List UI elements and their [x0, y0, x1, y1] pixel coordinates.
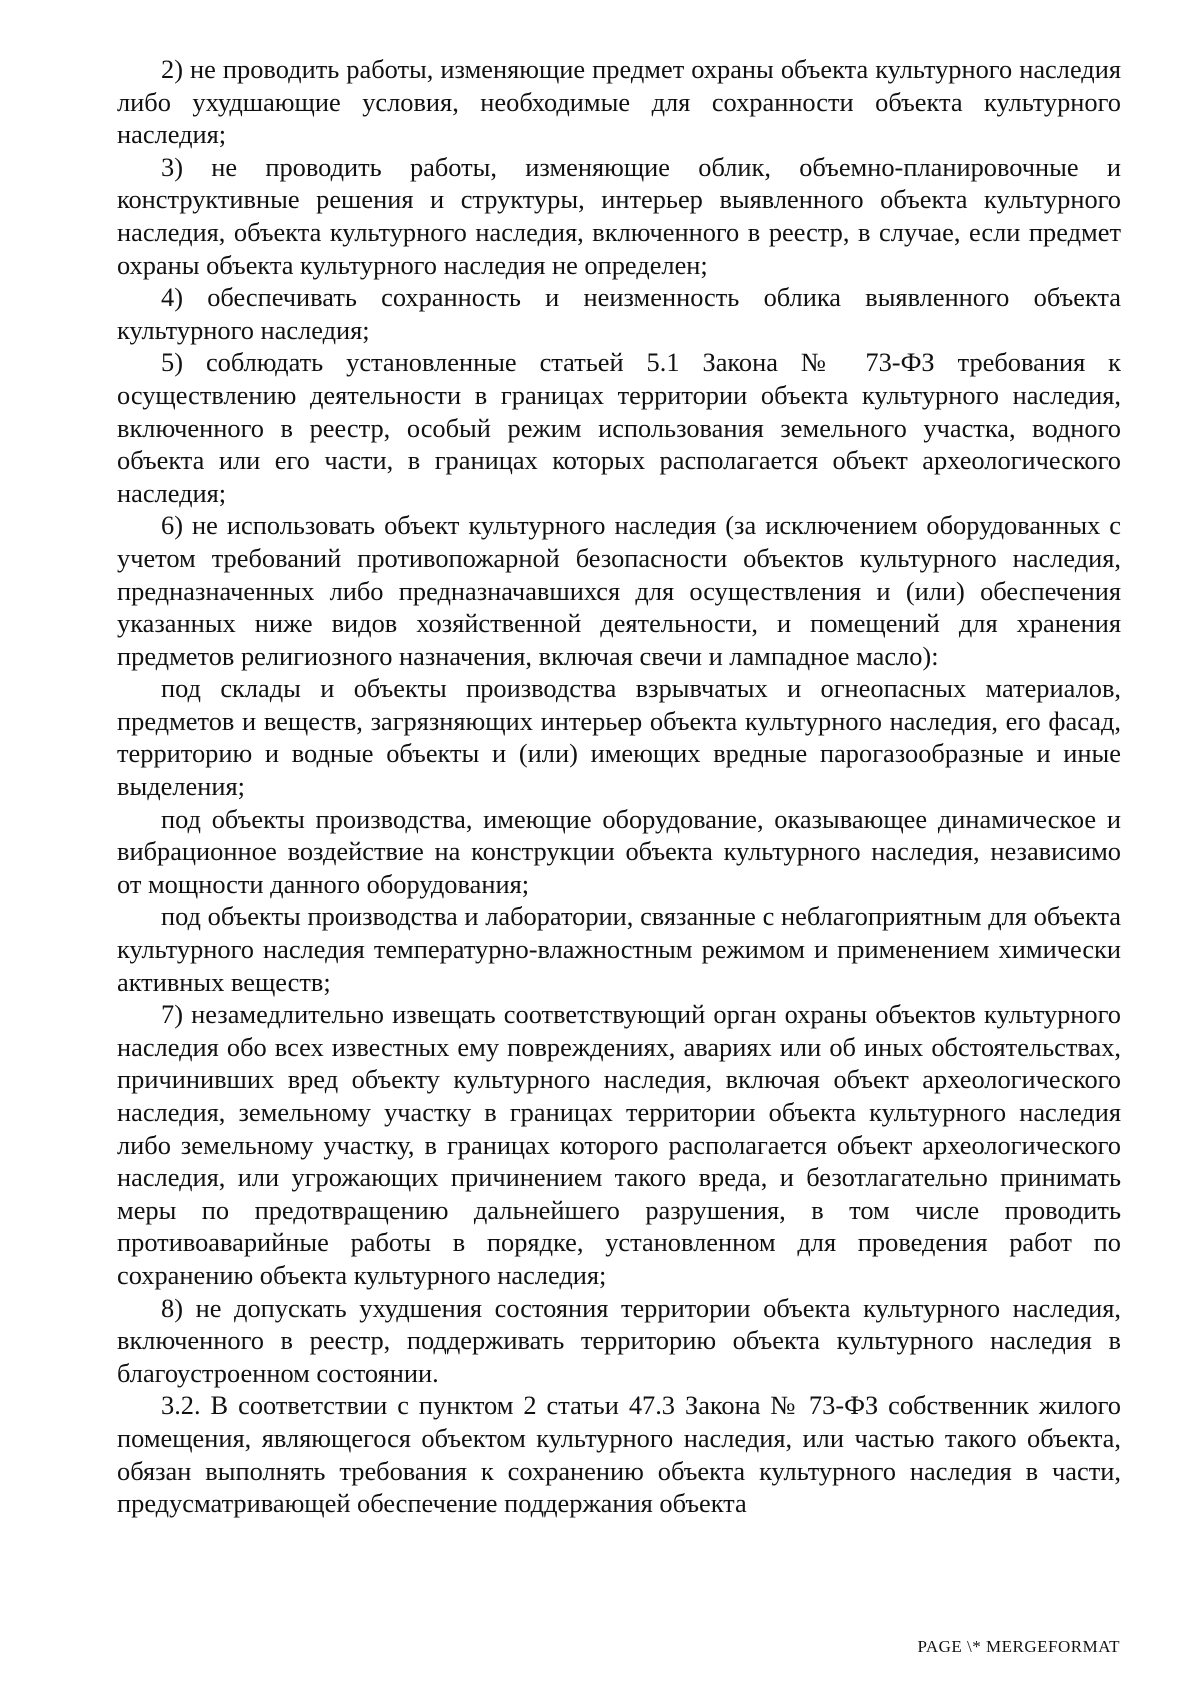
- document-body: [117, 53, 1121, 1520]
- paragraph-item-5: 5) соблюдать установленные статьей 5.1 Закона № 73-ФЗ требования к осуществлению деятельности в границах территории объекта культурного наследия, включенного в реестр, особый режим использования земельного участка, водного объекта или его части, в границах которых располагается объект археологического наследия;: [117, 347, 1121, 508]
- paragraph-item-7: 7) незамедлительно извещать соответствующий орган охраны объектов культурного наследия обо всех известных ему повреждениях, авариях или об иных обстоятельствах, причинивших вред объекту культурного наследия, включая объект археологического наследия, земельному участку в границах территории объекта культурного наследия либо земельному участку, в границах которого располагается объект археологического наследия, или угрожающих причинением такого вреда, и безотлагательно принимать меры по предотвращению дальнейшего разрушения, в том числе проводить противоаварийные работы в порядке, установленном для проведения работ по сохранению объекта культурного наследия;: [117, 999, 1121, 1290]
- paragraph-item-8: 8) не допускать ухудшения состояния территории объекта культурного наследия, включенного в реестр, поддерживать территорию объекта культурного наследия в благоустроенном состоянии.: [117, 1292, 1121, 1388]
- paragraph-item-6-warehouses: под склады и объекты производства взрывчатых и огнеопасных материалов, предметов и веществ, загрязняющих интерьер объекта культурного наследия, его фасад, территорию и водные объекты и (или) имеющих вредные парогазообразные и иные выделения;: [117, 673, 1121, 802]
- page-number-field: PAGE \* MERGEFORMAT: [917, 1637, 1120, 1656]
- paragraph-item-2: 2) не проводить работы, изменяющие предмет охраны объекта культурного наследия либо ухудшающие условия, необходимые для сохранности объекта культурного наследия;: [117, 54, 1121, 150]
- paragraph-section-3-2: 3.2. В соответствии с пунктом 2 статьи 47.3 Закона № 73-ФЗ собственник жилого помещения, являющегося объектом культурного наследия, или частью такого объекта, обязан выполнять требования к сохранению объекта культурного наследия в части, предусматривающей обеспечение поддержания объекта: [117, 1390, 1121, 1519]
- paragraph-item-3: 3) не проводить работы, изменяющие облик, объемно-планировочные и конструктивные решения и структуры, интерьер выявленного объекта культурного наследия, объекта культурного наследия, включенного в реестр, в случае, если предмет охраны объекта культурного наследия не определен;: [117, 151, 1121, 280]
- paragraph-item-6: 6) не использовать объект культурного наследия (за исключением оборудованных с учетом требований противопожарной безопасности объектов культурного наследия, предназначенных либо предназначавшихся для осуществления и (или) обеспечения указанных ниже видов хозяйственной деятельности, и помещений для хранения предметов религиозного назначения, включая свечи и лампадное масло):: [117, 510, 1121, 671]
- paragraph-item-4: 4) обеспечивать сохранность и неизменность облика выявленного объекта культурного наследия;: [117, 282, 1121, 345]
- paragraph-item-6-vibration: под объекты производства, имеющие оборудование, оказывающее динамическое и вибрационное воздействие на конструкции объекта культурного наследия, независимо от мощности данного оборудования;: [117, 803, 1121, 899]
- paragraph-item-6-laboratories: под объекты производства и лаборатории, связанные с неблагоприятным для объекта культурного наследия температурно-влажностным режимом и применением химически активных веществ;: [117, 901, 1121, 997]
